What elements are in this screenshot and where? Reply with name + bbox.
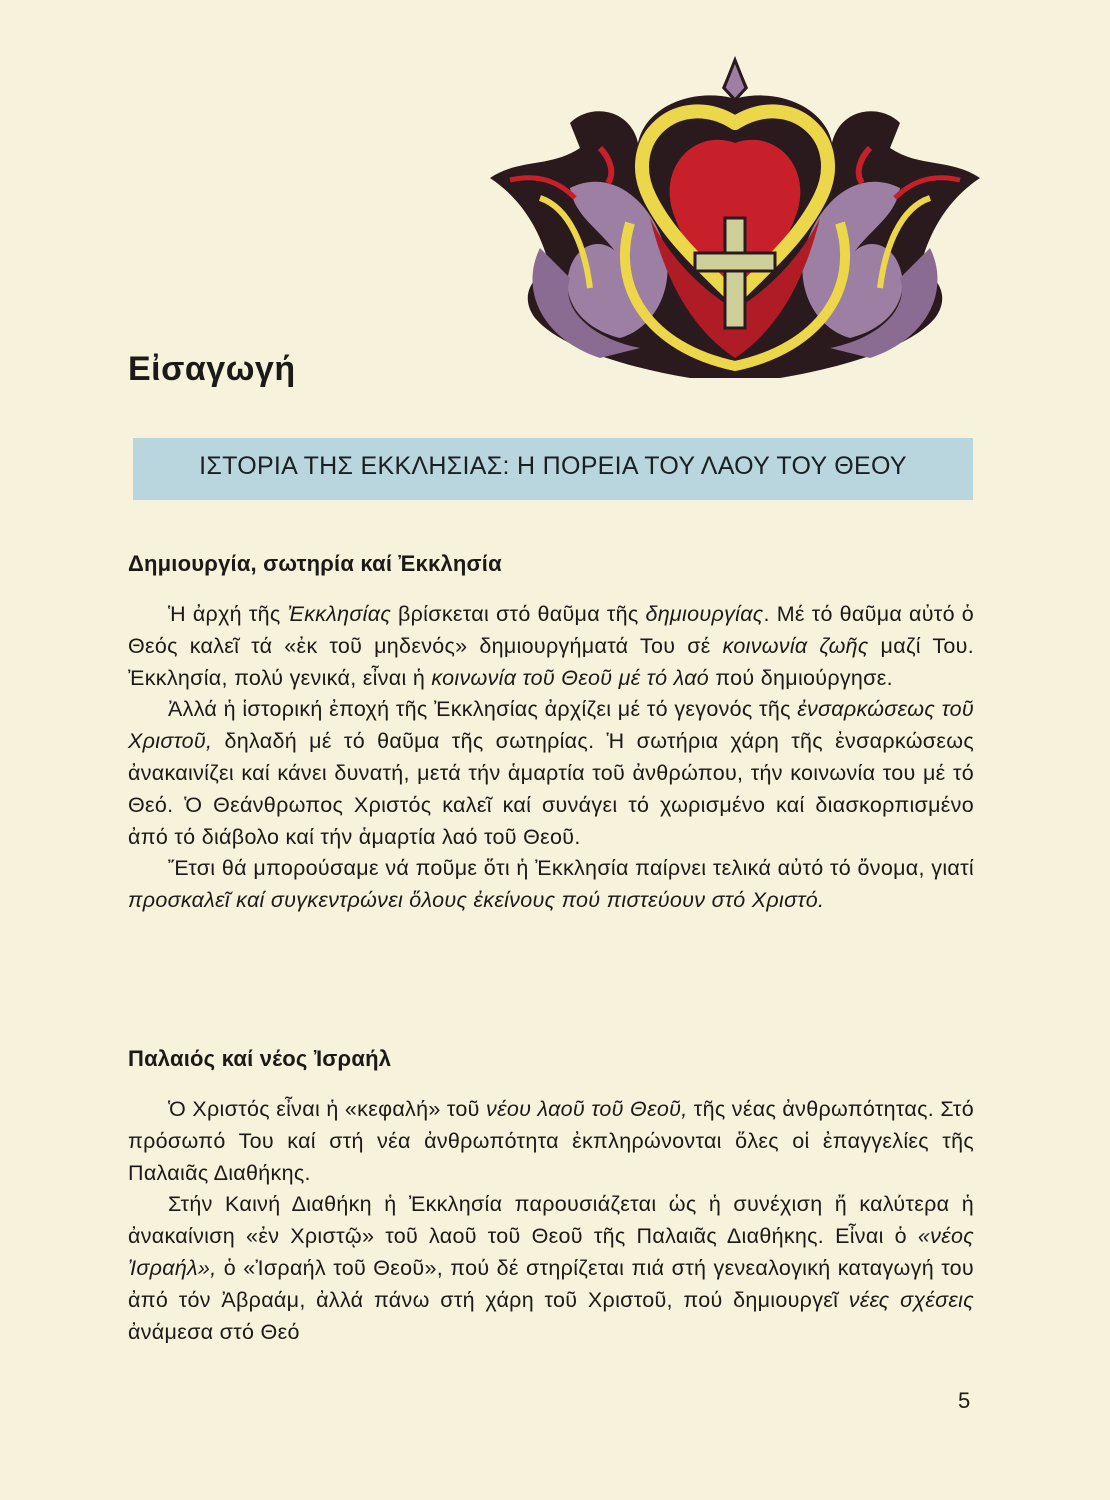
- paragraph: [128, 694, 974, 853]
- paragraph: [128, 1189, 974, 1348]
- text-run: Ἀλλά ἡ ἱστορική ἐποχή τῆς Ἐκκλησίας ἀρχίζει μέ τό γεγονός τῆς: [168, 697, 798, 722]
- paragraph: [128, 1094, 974, 1189]
- section-creation-salvation-church: [128, 551, 974, 917]
- text-run: . Μέ τό θαῦμα αὐτό ὁ Θεός καλεῖ τά «ἐκ τοῦ μηδενός» δημιουργήματά Του σέ: [128, 602, 975, 658]
- emphasis-text: δημιουργίας: [645, 602, 764, 626]
- text-run: Στήν Καινή Διαθήκη ἡ Ἐκκλησία παρουσιάζεται ὡς ἡ συνέχιση ἤ καλύτερα ἡ ἀνακαίνιση «ἐν Χριστῷ» τοῦ λαοῦ τοῦ Θεοῦ τῆς Παλαιᾶς Διαθήκης. Εἶναι ὁ: [128, 1192, 974, 1249]
- emphasis-text: νέες σχέσεις: [848, 1287, 974, 1312]
- section-old-new-israel: [128, 1046, 974, 1348]
- text-run: πού δημιούργησε.: [709, 665, 893, 690]
- text-run: ὁ «Ἰσραήλ τοῦ Θεοῦ», πού δέ στηρίζεται πιά στή γενεαλογική καταγωγή του ἀπό τόν Ἀβραάμ, ἀλλά πάνω στή χάρη τοῦ Χριστοῦ, πού δημιουργεῖ: [128, 1255, 974, 1312]
- emphasis-text: ἐνσαρκώσεως τοῦ Χριστοῦ,: [128, 697, 974, 754]
- text-run: μαζί Του. Ἐκκλησία, πολύ γενικά, εἶναι ἡ: [128, 633, 975, 690]
- emphasis-text: Ἐκκλησίας: [287, 602, 392, 626]
- emphasis-text: νέου λαοῦ τοῦ Θεοῦ,: [486, 1097, 688, 1121]
- text-run: Ἔτσι θά μπορούσαμε νά ποῦμε ὅτι ἡ Ἐκκλησία παίρνει τελικά αὐτό τό ὄνομα, γιατί: [168, 856, 974, 881]
- emphasis-text: κοινωνία ζωῆς: [722, 633, 869, 658]
- text-run: ἀνάμεσα στό Θεό: [128, 1319, 300, 1344]
- paragraph: [128, 853, 974, 917]
- emphasis-text: προσκαλεῖ καί συγκεντρώνει ὅλους ἐκείνους πού πιστεύουν στό Χριστό.: [128, 888, 825, 913]
- text-run: βρίσκεται στό θαῦμα τῆς: [391, 602, 646, 626]
- text-run: Ἡ ἀρχή τῆς: [168, 602, 288, 626]
- page-number: 5: [958, 1388, 971, 1413]
- section-heading: Παλαιός καί νέος Ἰσραήλ: [128, 1046, 392, 1071]
- paragraph: [128, 599, 974, 694]
- chapter-title: Εἰσαγωγή: [128, 350, 296, 388]
- emphasis-text: «νέος Ἰσραήλ»,: [128, 1224, 974, 1280]
- section-banner: [133, 438, 973, 500]
- emphasis-text: κοινωνία τοῦ Θεοῦ μέ τό λαό: [431, 665, 710, 690]
- byzantine-cross-ornament-icon: [480, 48, 990, 398]
- section-heading: Δημιουργία, σωτηρία καί Ἐκκλησία: [128, 551, 502, 576]
- banner-title: ΙΣΤΟΡΙΑ ΤΗΣ ΕΚΚΛΗΣΙΑΣ: Η ΠΟΡΕΙΑ ΤΟΥ ΛΑΟΥ ΤΟΥ ΘΕΟΥ: [199, 452, 907, 480]
- text-run: τῆς νέας ἀνθρωπότητας. Στό πρόσωπό Του καί στή νέα ἀνθρωπότητα ἐκπληρώνονται ὅλες οἱ ἐπαγγελίες τῆς Παλαιᾶς Διαθήκης.: [128, 1097, 974, 1185]
- text-run: δηλαδή μέ τό θαῦμα τῆς σωτηρίας. Ἡ σωτήρια χάρη τῆς ἐνσαρκώσεως ἀνακαινίζει καί κάνει δυνατή, μετά τήν ἁμαρτία τοῦ ἀνθρώπου, τήν κοινωνία του μέ τό Θεό. Ὁ Θεάνθρωπος Χριστός καλεῖ καί συνάγει τό χωρισμένο καί διασκορπισμένο ἀπό τό διάβολο καί τήν ἁμαρτία λαό τοῦ Θεοῦ.: [128, 729, 974, 849]
- text-run: Ὁ Χριστός εἶναι ἡ «κεφαλή» τοῦ: [168, 1097, 487, 1121]
